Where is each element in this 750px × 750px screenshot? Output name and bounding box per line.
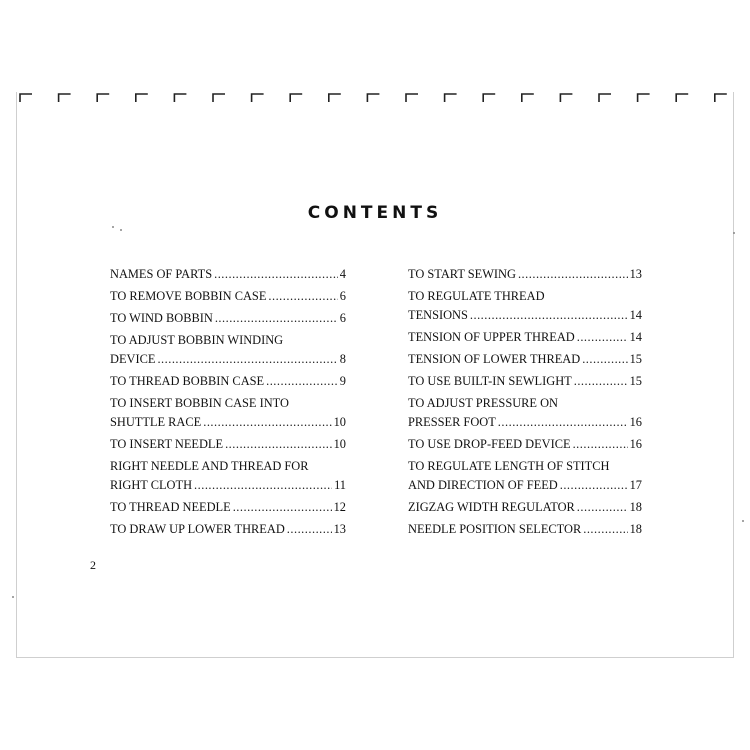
dot-leader [264,372,338,391]
toc-entry [110,331,346,369]
toc-entry-title: AND DIRECTION OF FEED [408,478,558,492]
toc-entry-title: TO WIND BOBBIN [110,311,213,325]
toc-entry-line [110,372,346,391]
toc-entry [408,350,642,369]
toc-entry [110,435,346,454]
binding-ring [367,94,379,102]
toc-entry [110,265,346,284]
toc-entry [408,328,642,347]
toc-entry-line [110,520,346,539]
toc-entry-line [408,435,642,454]
toc-entry-line [110,394,346,413]
page-title: CONTENTS [307,203,443,223]
toc-entry-line [110,350,346,369]
toc-page-number: 10 [333,415,346,429]
toc-entry-line [408,413,642,432]
toc-entry-title: TO THREAD NEEDLE [110,500,231,514]
dot-leader [212,265,338,284]
toc-entry-line [408,328,642,347]
binding-ring [97,94,109,102]
toc-entry-title: SHUTTLE RACE [110,415,202,429]
toc-entry-line [408,498,642,517]
dot-leader [201,413,331,432]
toc-page-number: 15 [629,374,642,388]
dot-leader [155,350,337,369]
toc-page-number: 17 [629,478,642,492]
binding-ring [676,94,688,102]
binding-ring [599,94,611,102]
toc-page-number: 6 [339,289,346,303]
toc-page-number: 13 [333,522,346,536]
toc-entry-title: TO START SEWING [408,267,516,281]
dot-leader [558,476,628,495]
toc-entry [110,394,346,432]
toc-page-number: 14 [629,330,642,344]
toc-entry-title: TO USE DROP-FEED DEVICE [408,437,571,451]
binding-ring [59,94,71,102]
toc-entry-line [110,498,346,517]
dot-leader [516,265,628,284]
toc-entry [408,498,642,517]
toc-entry-line [110,331,346,350]
binding-ring [174,94,186,102]
dot-leader [581,520,627,539]
toc-entry-line [408,394,642,413]
scan-speck [120,229,122,231]
binding-ring [638,94,650,102]
toc-entry-title: NEEDLE POSITION SELECTOR [408,522,582,536]
binding-ring [329,94,341,102]
toc-entry-title: TO INSERT BOBBIN CASE INTO [110,396,289,410]
dot-leader [213,309,338,328]
toc-entry-line [110,457,346,476]
scan-speck [12,596,14,598]
toc-entry-line [408,476,642,495]
toc-page-number: 4 [339,267,346,281]
contents-right-column [408,265,642,542]
toc-entry-title: TENSION OF UPPER THREAD [408,330,575,344]
toc-entry [110,457,346,495]
toc-entry-title: TO ADJUST BOBBIN WINDING [110,333,284,347]
binding-ring [715,94,727,102]
toc-entry-title: TO INSERT NEEDLE [110,437,224,451]
toc-page-number: 16 [629,415,642,429]
toc-entry-title: PRESSER FOOT [408,415,496,429]
toc-entry-title: TENSION OF LOWER THREAD [408,352,581,366]
toc-entry [408,435,642,454]
binding-ring [522,94,534,102]
toc-entry-line [408,372,642,391]
toc-page-number: 14 [629,308,642,322]
dot-leader [496,413,628,432]
toc-page-number: 9 [339,374,346,388]
toc-entry [408,457,642,495]
toc-entry [408,287,642,325]
toc-page-number: 11 [334,478,346,492]
toc-entry-title: TO USE BUILT-IN SEWLIGHT [408,374,572,388]
binding-ring [136,94,148,102]
scan-speck [733,232,735,234]
toc-entry-line [110,287,346,306]
toc-page-number: 18 [629,522,642,536]
toc-entry-line [110,435,346,454]
toc-page-number: 12 [333,500,346,514]
page-number: 2 [90,558,96,572]
spiral-binding [16,90,734,106]
dot-leader [223,435,332,454]
toc-entry [110,520,346,539]
toc-page-number: 15 [629,352,642,366]
toc-entry-line [408,520,642,539]
dot-leader [468,306,628,325]
scan-speck [112,226,114,228]
toc-entry-line [408,287,642,306]
toc-entry-line [110,413,346,432]
toc-entry [110,309,346,328]
dot-leader [575,328,628,347]
toc-entry [408,520,642,539]
toc-entry-line [408,265,642,284]
toc-page-number: 18 [629,500,642,514]
dot-leader [285,520,332,539]
toc-entry [110,498,346,517]
contents-left-column [110,265,346,542]
toc-entry [110,287,346,306]
toc-entry-title: TENSIONS [408,308,468,322]
dot-leader [571,435,628,454]
toc-entry-title: DEVICE [110,352,156,366]
toc-page-number: 10 [333,437,346,451]
toc-entry [408,265,642,284]
toc-page-number: 8 [339,352,346,366]
toc-entry-line [110,309,346,328]
binding-ring [213,94,225,102]
toc-page-number: 6 [339,311,346,325]
scan-speck [742,520,744,522]
toc-entry-title: TO REGULATE THREAD [408,289,545,303]
binding-ring [20,94,32,102]
toc-entry-line [408,306,642,325]
toc-page-number: 16 [629,437,642,451]
binding-ring [290,94,302,102]
toc-entry-title: TO REGULATE LENGTH OF STITCH [408,459,610,473]
toc-entry [408,372,642,391]
dot-leader [192,476,332,495]
dot-leader [231,498,332,517]
toc-entry-line [408,457,642,476]
binding-ring [483,94,495,102]
binding-ring [406,94,418,102]
toc-entry-line [408,350,642,369]
toc-page-number: 13 [629,267,642,281]
toc-entry [408,394,642,432]
binding-ring [560,94,572,102]
dot-leader [266,287,337,306]
toc-entry-title: TO DRAW UP LOWER THREAD [110,522,285,536]
toc-entry-title: TO THREAD BOBBIN CASE [110,374,265,388]
toc-entry-title: TO ADJUST PRESSURE ON [408,396,558,410]
dot-leader [580,350,627,369]
toc-entry-line [110,476,346,495]
toc-entry-title: RIGHT CLOTH [110,478,193,492]
dot-leader [572,372,628,391]
binding-ring [445,94,457,102]
toc-entry-title: ZIGZAG WIDTH REGULATOR [408,500,575,514]
toc-entry [110,372,346,391]
toc-entry-title: TO REMOVE BOBBIN CASE [110,289,267,303]
toc-entry-title: NAMES OF PARTS [110,267,213,281]
toc-entry-line [110,265,346,284]
binding-ring [252,94,264,102]
dot-leader [575,498,628,517]
toc-entry-title: RIGHT NEEDLE AND THREAD FOR [110,459,309,473]
